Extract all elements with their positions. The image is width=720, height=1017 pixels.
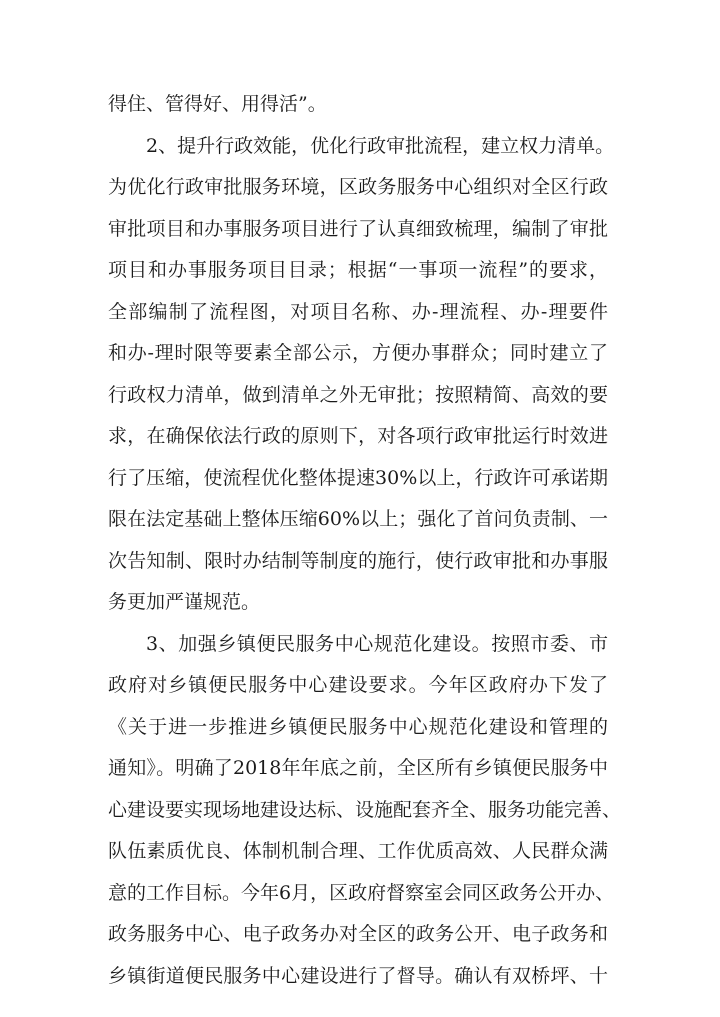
text-line: 队伍素质优良、体制机制合理、工作优质高效、人民群众满 xyxy=(108,840,608,862)
text-line: 政务服务中心、电子政务办对全区的政务公开、电子政务和 xyxy=(108,923,608,945)
text-line: 行了压缩，使流程优化整体提速30%以上，行政许可承诺期 xyxy=(108,466,608,489)
text-line: 审批项目和办事服务项目进行了认真细致梳理，编制了审批 xyxy=(108,217,608,240)
text-line: 《关于进一步推进乡镇便民服务中心规范化建设和管理的 xyxy=(108,715,608,738)
section-heading-3: 3、加强乡镇便民服务中心规范化建设。按照市委、市 xyxy=(146,632,608,655)
document-body xyxy=(108,84,622,997)
text-line: 项目和办事服务项目目录；根据“一事项一流程”的要求， xyxy=(108,259,608,281)
text-line: 行政权力清单，做到清单之外无审批；按照精简、高效的要 xyxy=(108,383,608,406)
text-line: 政府对乡镇便民服务中心建设要求。今年区政府办下发了 xyxy=(108,674,608,696)
text-line: 全部编制了流程图，对项目名称、办-理流程、办-理要件 xyxy=(108,300,608,323)
text-line: 心建设要实现场地建设达标、设施配套齐全、服务功能完善、 xyxy=(108,798,622,821)
text-line: 为优化行政审批服务环境，区政务服务中心组织对全区行政 xyxy=(108,176,608,198)
text-line: 和办-理时限等要素全部公示，方便办事群众；同时建立了 xyxy=(108,342,608,364)
text-line: 得住、管得好、用得活”。 xyxy=(108,93,327,115)
text-line: 限在法定基础上整体压缩60%以上；强化了首问负责制、一 xyxy=(108,508,608,530)
text-line: 乡镇街道便民服务中心建设进行了督导。确认有双桥坪、十 xyxy=(108,964,608,987)
text-line: 求，在确保依法行政的原则下，对各项行政审批运行时效进 xyxy=(108,425,608,447)
text-line: 意的工作目标。今年6月，区政府督察室会同区政务公开办、 xyxy=(108,881,615,904)
section-heading-2: 2、提升行政效能，优化行政审批流程，建立权力清单。 xyxy=(146,134,615,157)
text-line: 次告知制、限时办结制等制度的施行，使行政审批和办事服 xyxy=(108,549,608,572)
text-line: 通知》。明确了2018年年底之前，全区所有乡镇便民服务中 xyxy=(108,757,608,779)
text-line: 务更加严谨规范。 xyxy=(108,591,261,613)
